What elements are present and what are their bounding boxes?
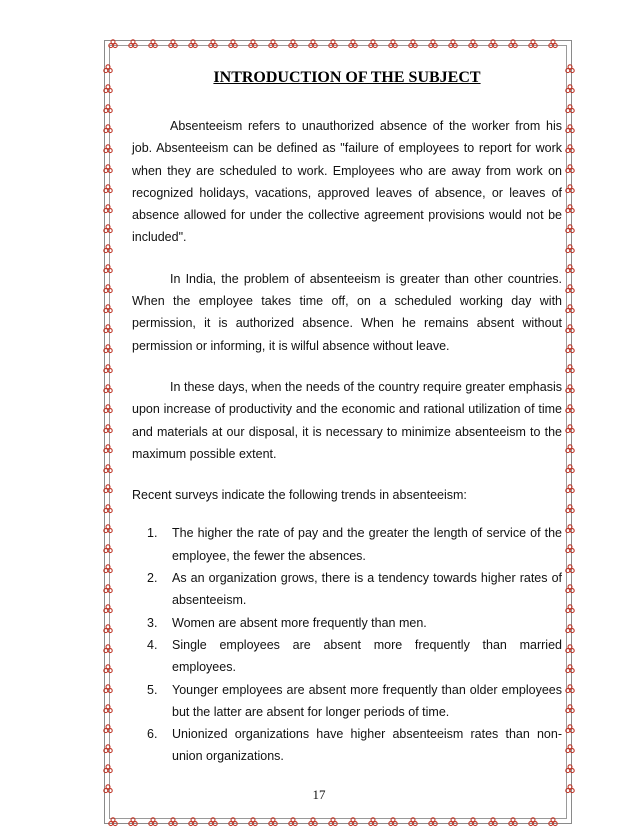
- trefoil-knot-icon: [103, 364, 113, 374]
- trefoil-knot-icon: [103, 384, 113, 394]
- trefoil-knot-icon: [548, 39, 558, 49]
- trefoil-knot-icon: [103, 84, 113, 94]
- trefoil-knot-icon: [288, 39, 298, 49]
- trefoil-knot-icon: [103, 104, 113, 114]
- trefoil-knot-icon: [565, 724, 575, 734]
- list-item-number: 4.: [147, 637, 158, 652]
- trefoil-knot-icon: [565, 64, 575, 74]
- trefoil-knot-icon: [328, 39, 338, 49]
- trefoil-knot-icon: [103, 764, 113, 774]
- page-title: INTRODUCTION OF THE SUBJECT: [213, 69, 481, 86]
- trefoil-knot-icon: [103, 184, 113, 194]
- trefoil-knot-icon: [103, 664, 113, 674]
- trends-list: [132, 522, 562, 767]
- trefoil-knot-icon: [268, 39, 278, 49]
- list-item: [147, 723, 562, 768]
- trefoil-knot-icon: [565, 164, 575, 174]
- trefoil-knot-icon: [565, 764, 575, 774]
- page-number: 17: [312, 787, 326, 802]
- trefoil-knot-icon: [388, 39, 398, 49]
- trefoil-knot-icon: [188, 39, 198, 49]
- trefoil-knot-icon: [103, 704, 113, 714]
- trefoil-knot-icon: [103, 64, 113, 74]
- trefoil-knot-icon: [103, 444, 113, 454]
- trefoil-knot-icon: [565, 424, 575, 434]
- trefoil-knot-icon: [565, 144, 575, 154]
- trefoil-knot-icon: [448, 39, 458, 49]
- list-item-text: Younger employees are absent more frequently than older employees but the latter are absent for longer periods of time.: [172, 682, 562, 719]
- trefoil-knot-icon: [308, 39, 318, 49]
- trefoil-knot-icon: [103, 344, 113, 354]
- list-item: [147, 612, 562, 634]
- trefoil-knot-icon: [468, 39, 478, 49]
- trefoil-knot-icon: [103, 724, 113, 734]
- trefoil-knot-icon: [565, 84, 575, 94]
- trefoil-knot-icon: [128, 39, 138, 49]
- trefoil-knot-icon: [103, 264, 113, 274]
- trefoil-knot-icon: [348, 39, 358, 49]
- trefoil-knot-icon: [103, 604, 113, 614]
- trefoil-knot-icon: [103, 584, 113, 594]
- trefoil-knot-icon: [103, 224, 113, 234]
- list-item: [147, 567, 562, 612]
- trefoil-knot-icon: [565, 224, 575, 234]
- list-item-number: 2.: [147, 571, 158, 586]
- trefoil-knot-icon: [565, 604, 575, 614]
- trefoil-knot-icon: [565, 284, 575, 294]
- trefoil-knot-icon: [408, 39, 418, 49]
- trefoil-knot-icon: [103, 404, 113, 414]
- trefoil-knot-icon: [565, 744, 575, 754]
- trefoil-knot-icon: [103, 524, 113, 534]
- trefoil-knot-icon: [103, 504, 113, 514]
- trefoil-knot-icon: [565, 204, 575, 214]
- trefoil-knot-icon: [565, 524, 575, 534]
- trefoil-knot-icon: [108, 39, 118, 49]
- trefoil-knot-icon: [565, 384, 575, 394]
- list-item-text: Unionized organizations have higher absenteeism rates than non-union organizations.: [172, 727, 562, 764]
- trefoil-knot-icon: [103, 464, 113, 474]
- trefoil-knot-icon: [103, 124, 113, 134]
- trefoil-knot-icon: [565, 644, 575, 654]
- trefoil-knot-icon: [528, 39, 538, 49]
- list-item-number: 5.: [147, 682, 158, 697]
- list-item-text: As an organization grows, there is a tendency towards higher rates of absenteeism.: [172, 571, 562, 608]
- trefoil-knot-icon: [565, 564, 575, 574]
- trefoil-knot-icon: [103, 304, 113, 314]
- trefoil-knot-icon: [103, 564, 113, 574]
- trefoil-knot-icon: [565, 184, 575, 194]
- trefoil-knot-icon: [103, 424, 113, 434]
- list-item-number: 3.: [147, 615, 158, 630]
- list-item-text: Women are absent more frequently than men.: [172, 615, 427, 630]
- trefoil-knot-icon: [148, 39, 158, 49]
- trefoil-knot-icon: [565, 704, 575, 714]
- trefoil-knot-icon: [565, 664, 575, 674]
- paragraph-productivity: In these days, when the needs of the country require greater emphasis upon increase of productivity and the economic and rational utilization of time and materials at our disposal, it is necessary to minimize absenteeism to the maximum possible extent.: [132, 379, 562, 461]
- trefoil-knot-icon: [103, 144, 113, 154]
- list-item-number: 6.: [147, 727, 158, 742]
- trefoil-knot-icon: [565, 244, 575, 254]
- trefoil-knot-icon: [228, 39, 238, 49]
- trefoil-knot-icon: [565, 484, 575, 494]
- trefoil-knot-icon: [565, 584, 575, 594]
- trefoil-knot-icon: [565, 504, 575, 514]
- trefoil-knot-icon: [488, 39, 498, 49]
- trefoil-knot-icon: [103, 484, 113, 494]
- list-item: [147, 634, 562, 679]
- trefoil-knot-icon: [103, 744, 113, 754]
- trefoil-knot-icon: [368, 39, 378, 49]
- list-item: [147, 522, 562, 567]
- paragraph-survey-intro: Recent surveys indicate the following trends in absenteeism:: [132, 488, 467, 503]
- trefoil-knot-icon: [565, 104, 575, 114]
- list-item-text: The higher the rate of pay and the greater the length of service of the employee, the fewer the absences.: [172, 526, 562, 563]
- trefoil-knot-icon: [565, 124, 575, 134]
- trefoil-knot-icon: [565, 544, 575, 554]
- paragraph-definition: Absenteeism refers to unauthorized absence of the worker from his job. Absenteeism can be defined as "failure of employees to report for work when they are scheduled to work. Employees who are away from work on recognized holidays, vacations, approved leaves of absence, or leaves of absence allowed for under the collective agreement provisions would not be included".: [132, 119, 562, 245]
- trefoil-knot-icon: [168, 39, 178, 49]
- paragraph-india: In India, the problem of absenteeism is greater than other countries. When the employee takes time off, on a scheduled working day with permission, it is authorized absence. When he remains absent without permission or informing, it is wilful absence without leave.: [132, 271, 562, 353]
- trefoil-knot-icon: [565, 624, 575, 634]
- trefoil-knot-icon: [103, 284, 113, 294]
- list-item-text: Single employees are absent more frequently than married employees.: [172, 637, 562, 675]
- trefoil-knot-icon: [103, 164, 113, 174]
- trefoil-knot-icon: [565, 324, 575, 334]
- trefoil-knot-icon: [208, 39, 218, 49]
- trefoil-knot-icon: [248, 39, 258, 49]
- trefoil-knot-icon: [103, 204, 113, 214]
- trefoil-knot-icon: [103, 244, 113, 254]
- trefoil-knot-icon: [103, 624, 113, 634]
- list-item-number: 1.: [147, 526, 158, 541]
- trefoil-knot-icon: [565, 464, 575, 474]
- trefoil-knot-icon: [565, 444, 575, 454]
- trefoil-knot-icon: [428, 39, 438, 49]
- trefoil-knot-icon: [103, 324, 113, 334]
- trefoil-knot-icon: [103, 544, 113, 554]
- trefoil-knot-icon: [565, 404, 575, 414]
- trefoil-knot-icon: [565, 264, 575, 274]
- document-body: [132, 115, 562, 768]
- trefoil-knot-icon: [565, 364, 575, 374]
- trefoil-knot-icon: [565, 304, 575, 314]
- trefoil-knot-icon: [565, 684, 575, 694]
- list-item: [147, 679, 562, 724]
- trefoil-knot-icon: [103, 644, 113, 654]
- trefoil-knot-icon: [103, 684, 113, 694]
- trefoil-knot-icon: [508, 39, 518, 49]
- trefoil-knot-icon: [565, 344, 575, 354]
